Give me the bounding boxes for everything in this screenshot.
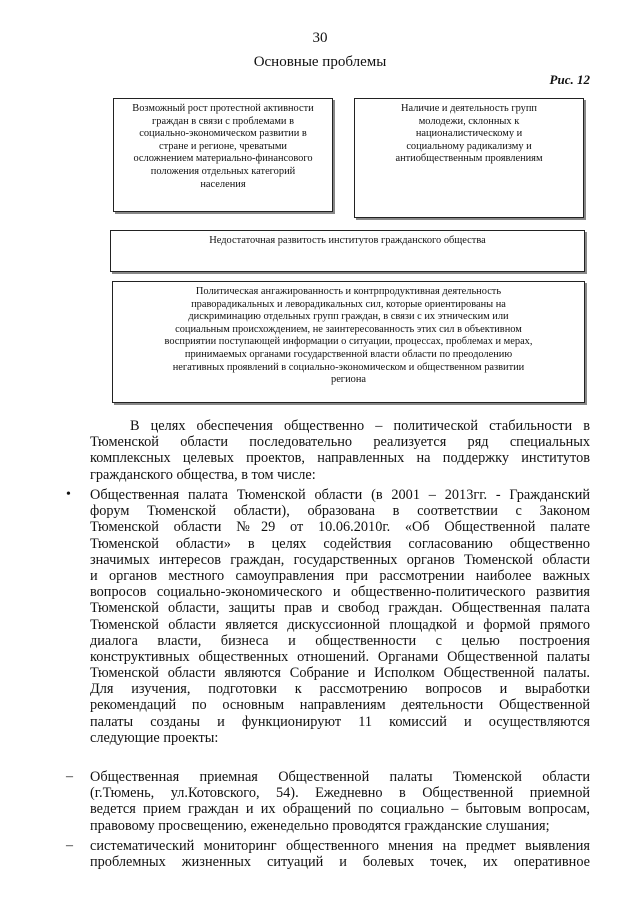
text-line: (г.Тюмень, ул.Котовского, 54). Ежедневно в Общественной приемной bbox=[90, 785, 590, 802]
text-line: ведется прием граждан и их обращений по социально – бытовым вопросам, bbox=[90, 801, 590, 818]
dash-item-monitoring bbox=[90, 838, 590, 870]
text-line: комплексных целевых проектов, направленных на поддержку институтов bbox=[90, 450, 590, 467]
text-line: В целях обеспечения общественно – политической стабильности в bbox=[130, 418, 590, 434]
intro-paragraph bbox=[90, 418, 590, 483]
text-line: Для изучения, подготовки к рассмотрению вопросов и выработки bbox=[90, 681, 590, 698]
box-line: Политическая ангажированность и контрпродуктивная деятельность bbox=[195, 286, 502, 297]
problem-box-political-engagement bbox=[112, 281, 585, 403]
text-line: конструктивных общественных отношений. Органами Общественной палаты bbox=[90, 648, 590, 665]
box-line: положения отдельных категорий bbox=[150, 165, 296, 177]
text-line: значимых интересов граждан, государственных органов Тюменской области bbox=[90, 551, 590, 568]
box-line: социальному радикализму и bbox=[406, 140, 532, 152]
text-line: Тюменской области» в целях содействия согласованию общественно bbox=[90, 535, 590, 552]
box-line: восприятии поступающей информации о ситуации, процессах, проблемах и мерах, bbox=[164, 336, 533, 348]
box-line: Наличие и деятельность групп bbox=[400, 103, 537, 114]
text-line: правовому просвещению, еженедельно проводятся гражданские слушания; bbox=[90, 817, 550, 834]
box-line: социальным происхождением, не заинтересованность этих сил в объективном bbox=[175, 323, 522, 335]
bullet-item-public-chamber bbox=[90, 487, 590, 746]
text-line: Общественная палата Тюменской области (в 2001 – 2013гг. - Гражданский bbox=[90, 487, 590, 503]
text-line: Тюменской области последовательно реализуется ряд специальных bbox=[90, 434, 590, 451]
box-line: молодежи, склонных к bbox=[418, 115, 520, 127]
page-number: 30 bbox=[312, 30, 328, 46]
text-line: гражданского общества, в том числе: bbox=[90, 466, 316, 483]
text-line: Тюменской области №29 от 10.06.2010г. «Об Общественной палате bbox=[90, 519, 590, 536]
dash-marker: – bbox=[66, 769, 73, 784]
problem-box-youth-groups bbox=[354, 98, 584, 218]
text-line: рекомендаций по основным направлениям деятельности Общественной bbox=[90, 697, 590, 714]
text-line: систематический мониторинг общественного мнения на предмет выявления bbox=[90, 838, 590, 854]
text-line: и органов местного самоуправления при рассмотрении наиболее важных bbox=[90, 567, 590, 584]
bullet-marker: • bbox=[66, 487, 71, 502]
problem-box-civil-society bbox=[110, 230, 585, 272]
box-line: антиобщественным проявлениям bbox=[395, 153, 543, 165]
text-line: вопросов социально-экономического и общественно-политического развития bbox=[90, 584, 590, 601]
text-line: Тюменской области являются Собрание и Исполком Общественной палаты. bbox=[90, 665, 590, 682]
box-line: принимаемых органами государственной власти области по преодолению bbox=[184, 348, 513, 360]
figure-label: Рис. 12 bbox=[549, 72, 590, 87]
box-line: социально-экономическом развитии в bbox=[139, 128, 307, 140]
text-line: Тюменской области, защиты прав и свобод граждан. Общественная палата bbox=[90, 600, 590, 617]
text-line: Общественная приемная Общественной палаты Тюменской области bbox=[90, 769, 590, 785]
box-line: граждан в связи с проблемами в bbox=[152, 115, 294, 127]
dash-item-public-reception bbox=[90, 769, 590, 834]
box-line: праворадикальных и леворадикальных сил, которые ориентированы на bbox=[191, 298, 506, 310]
box-line: населения bbox=[200, 178, 246, 190]
text-line: форум Тюменской области), образована в соответствии с Законом bbox=[90, 503, 590, 520]
box-line: Недостаточная развитость институтов гражданского общества bbox=[209, 235, 486, 246]
box-line: негативных проявлений в социально-экономическом и общественном развитии bbox=[172, 361, 525, 373]
dash-marker: – bbox=[66, 838, 73, 853]
text-line: Тюменской области является дискуссионной площадкой и формой прямого bbox=[90, 616, 590, 633]
problem-box-protest-activity bbox=[113, 98, 333, 212]
box-line: стране и регионе, чреватыми bbox=[158, 140, 287, 152]
text-line: проблемных жизненных ситуаций и болевых точек, их оперативное bbox=[90, 854, 590, 871]
text-line: диалога власти, бизнеса и общественности с целью построения bbox=[90, 632, 590, 649]
diagram-title: Основные проблемы bbox=[253, 54, 387, 70]
box-line: региона bbox=[331, 374, 366, 386]
text-line: следующие проекты: bbox=[90, 729, 219, 746]
box-line: националистическому и bbox=[415, 128, 523, 140]
box-line: Возможный рост протестной активности bbox=[132, 103, 314, 114]
box-line: дискриминацию отдельных групп граждан, в связи с их этническим или bbox=[188, 311, 509, 323]
text-line: палаты созданы и функционируют 11 комиссий и осуществляются bbox=[90, 713, 590, 730]
box-line: осложнением материально-финансового bbox=[133, 153, 313, 165]
